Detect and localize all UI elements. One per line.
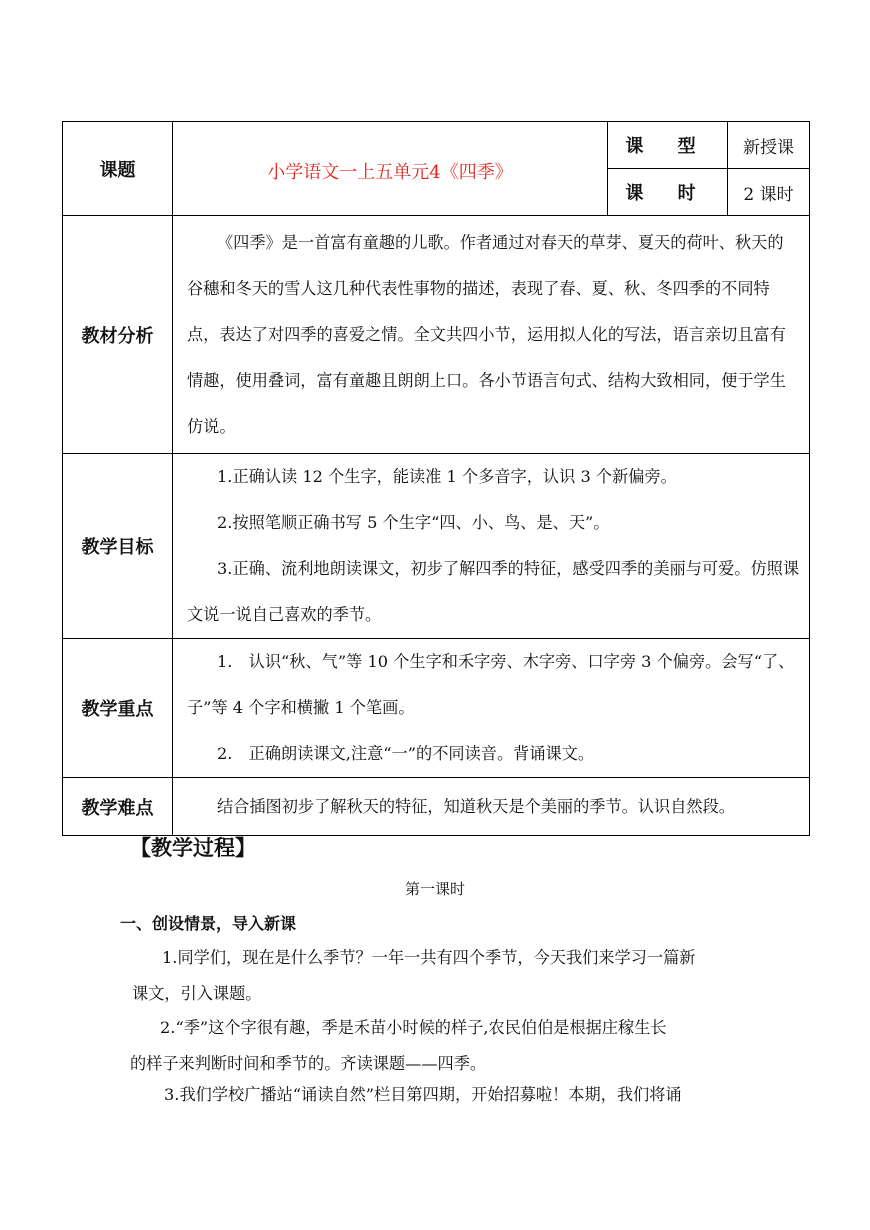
process-step [134,1077,756,1113]
process-heading: 【教学过程】 [130,836,256,860]
step-line: 2.“季”这个字很有趣，季是禾苗小时候的样子,农民伯伯是根据庄稼生长 [160,1018,667,1037]
lesson-plan-table [62,121,810,836]
section-heading: 一、创设情景，导入新课 [120,914,297,933]
difficulty-text: 结合插图初步了解秋天的特征，知道秋天是个美丽的季节。认识自然段。 [217,796,735,816]
key-points-list [173,639,809,777]
process-step [132,940,754,1012]
key-points-label: 教学重点 [63,639,173,778]
lesson-type-label: 课 型 [608,122,728,169]
lesson-title: 第一课时 [404,880,465,898]
objectives-label: 教学目标 [63,454,173,639]
process-step [130,1010,752,1082]
lesson-type-value: 新授课 [728,122,810,169]
lesson-hours-value: 2 课时 [728,169,810,216]
step-line: 1.同学们，现在是什么季节？一年一共有四个季节，今天我们来学习一篇新 [162,948,696,967]
topic-label: 课题 [63,122,173,216]
step-line: 3.我们学校广播站“诵读自然”栏目第四期，开始招募啦！本期，我们将诵 [164,1085,682,1104]
topic-title: 小学语文一上五单元4《四季》 [173,122,608,216]
key-point-item: 2. 正确朗读课文,注意“一”的不同读音。背诵课文。 [217,744,595,763]
difficulty-label: 教学难点 [63,778,173,836]
key-point-item: 1. 认识“秋、气”等 10 个生字和禾字旁、木字旁、口字旁 3 个偏旁。会写“了、子”等 4 个字和横撇 1 个笔画。 [187,652,795,717]
objective-item: 2.按照笔顺正确书写 5 个生字“四、小、鸟、是、天”。 [217,513,610,532]
lesson-hours-label: 课 时 [608,169,728,216]
step-line: 课文，引入课题。 [132,984,262,1003]
analysis-label: 教材分析 [63,216,173,454]
analysis-text: 《四季》是一首富有童趣的儿歌。作者通过对春天的草芽、夏天的荷叶、秋天的谷穗和冬天的雪人这几种代表性事物的描述，表现了春、夏、秋、冬四季的不同特点，表达了对四季的喜爱之情。全文共四小节，运用拟人化的写法，语言亲切且富有情趣，使用叠词，富有童趣且朗朗上口。各小节语言句式、结构大致相同，便于学生仿说。 [187,232,786,436]
objective-item: 1.正确认读 12 个生字，能读准 1 个多音字，认识 3 个新偏旁。 [217,467,677,486]
step-line: 的样子来判断时间和季节的。齐读课题——四季。 [130,1054,487,1073]
objective-item: 3.正确、流利地朗读课文，初步了解四季的特征，感受四季的美丽与可爱。仿照课文说一说自己喜欢的季节。 [187,559,800,624]
objectives-list [173,454,809,638]
